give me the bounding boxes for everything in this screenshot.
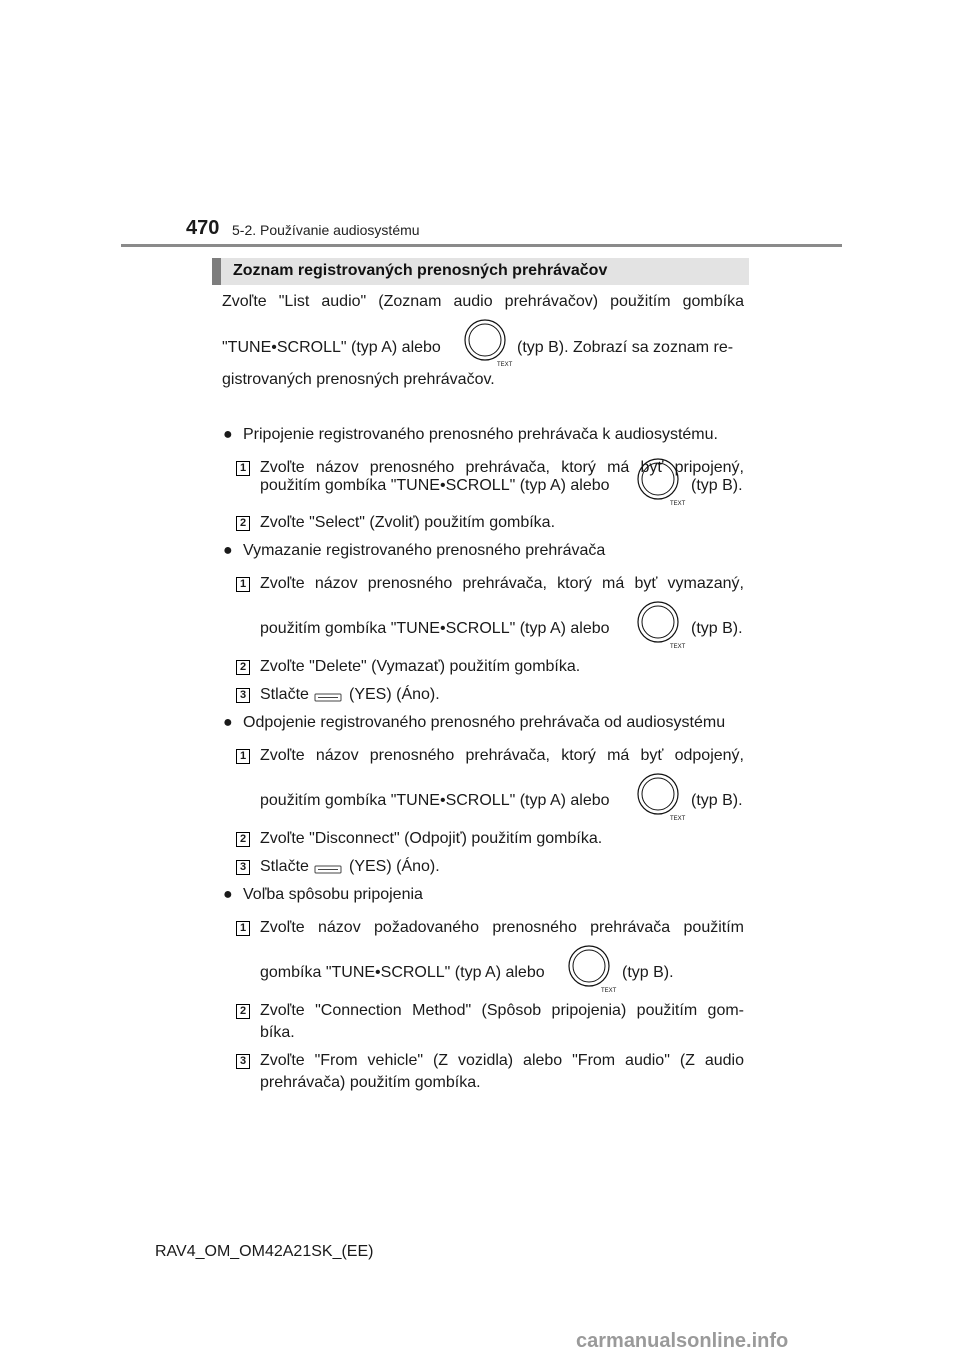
step-number: 2 [236,1004,250,1019]
tune-knob-icon [636,600,686,650]
tune-knob-icon [463,318,513,368]
step-text: Zvoľte názov prenosného prehrávača, ktorý má byť pripojený, [260,459,744,476]
group-title-connection-method: Voľba spôsobu pripojenia [243,886,423,903]
page-number: 470 [186,217,220,239]
step-number: 2 [236,832,250,847]
intro-line-1: Zvoľte "List audio" (Zoznam audio prehrávačov) použitím gombíka [222,293,744,310]
step-number: 1 [236,749,250,764]
intro-line-2b: (typ B). Zobrazí sa zoznam re- [517,339,734,356]
step-number: 1 [236,577,250,592]
tune-knob-icon [636,772,686,822]
tune-knob-icon [567,944,617,994]
bullet-icon: ● [223,886,233,903]
bullet-icon: ● [223,542,233,559]
step-number: 3 [236,688,250,703]
knob-label: TEXT [497,362,513,368]
knob-label: TEXT [670,816,686,822]
step-text: bíka. [260,1024,295,1041]
yes-button-icon [314,863,344,875]
knob-label: TEXT [601,988,617,994]
step-number: 3 [236,860,250,875]
bullet-icon: ● [223,426,233,443]
step-text: Zvoľte "Disconnect" (Odpojiť) použitím gombíka. [260,830,603,847]
step-text: použitím gombíka "TUNE•SCROLL" (typ A) alebo [260,477,610,494]
step-text: (typ B). [691,477,743,494]
step-number: 3 [236,1054,250,1069]
step-text: Stlačte [260,686,309,703]
step-text: použitím gombíka "TUNE•SCROLL" (typ A) alebo [260,792,610,809]
step-text: (typ B). [622,964,674,981]
step-text: prehrávača) použitím gombíka. [260,1074,481,1091]
step-text: (YES) (Áno). [349,858,440,875]
section-heading [212,258,749,285]
step-text: Zvoľte názov prenosného prehrávača, ktorý má byť vymazaný, [260,575,744,592]
group-title-disconnect: Odpojenie registrovaného prenosného prehrávača od audiosystému [243,714,726,731]
step-text: (YES) (Áno). [349,686,440,703]
group-title-connect: Pripojenie registrovaného prenosného prehrávača k audiosystému. [243,426,718,443]
step-text: použitím gombíka "TUNE•SCROLL" (typ A) alebo [260,620,610,637]
step-text: Zvoľte "From vehicle" (Z vozidla) alebo "From audio" (Z audio [260,1052,744,1069]
breadcrumb: 5-2. Používanie audiosystému [232,222,420,238]
intro-line-2a: "TUNE•SCROLL" (typ A) alebo [222,339,441,356]
step-text: gombíka "TUNE•SCROLL" (typ A) alebo [260,964,545,981]
step-text: Zvoľte názov prenosného prehrávača, ktorý má byť odpojený, [260,747,744,764]
knob-label: TEXT [670,501,686,507]
yes-button-icon [314,691,344,703]
section-title: Zoznam registrovaných prenosných prehrávačov [233,262,608,279]
step-text: (typ B). [691,620,743,637]
header-divider [121,244,842,247]
step-text: Zvoľte názov požadovaného prenosného prehrávača použitím [260,919,744,936]
group-title-delete: Vymazanie registrovaného prenosného prehrávača [243,542,606,559]
step-number: 2 [236,660,250,675]
bullet-icon: ● [223,714,233,731]
tune-knob-icon [636,457,686,507]
step-number: 1 [236,921,250,936]
step-text: Zvoľte "Delete" (Vymazať) použitím gombíka. [260,658,581,675]
watermark: carmanualsonline.info [576,1330,789,1352]
step-number: 1 [236,461,250,476]
step-text: Zvoľte "Select" (Zvoliť) použitím gombíka. [260,514,556,531]
step-number: 2 [236,516,250,531]
step-text: Stlačte [260,858,309,875]
step-text: Zvoľte "Connection Method" (Spôsob pripojenia) použitím gom- [260,1002,744,1019]
intro-line-3: gistrovaných prenosných prehrávačov. [222,371,495,388]
step-text: (typ B). [691,792,743,809]
knob-label: TEXT [670,644,686,650]
document-code: RAV4_OM_OM42A21SK_(EE) [155,1243,374,1260]
